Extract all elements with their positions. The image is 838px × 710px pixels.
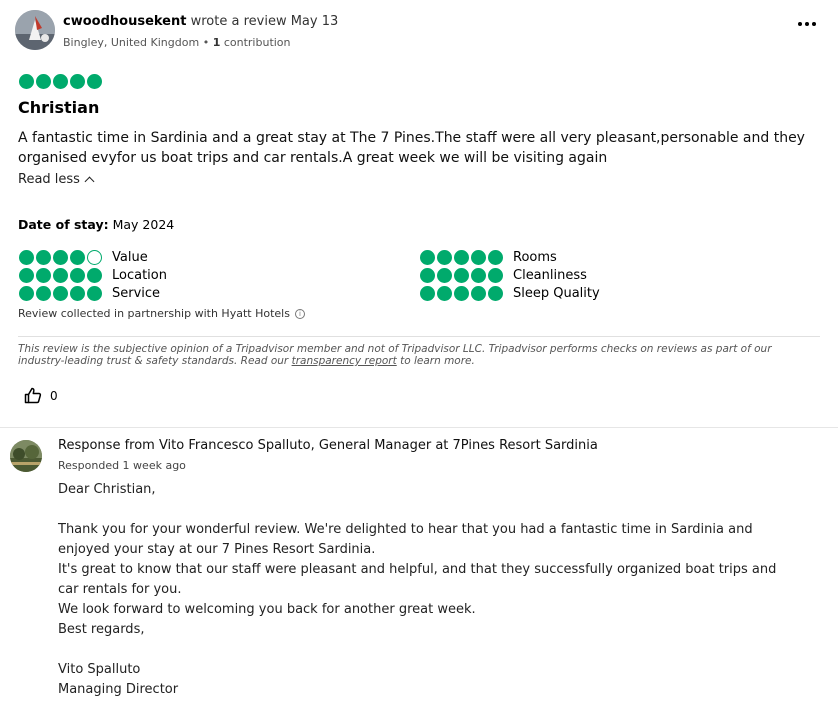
overall-rating-bubbles xyxy=(19,74,102,89)
contribution-label: contribution xyxy=(223,36,291,49)
sub-rating-bubbles xyxy=(19,250,102,265)
filled-bubble xyxy=(70,250,85,265)
sub-rating-location xyxy=(19,266,167,284)
sub-rating-sleep-quality xyxy=(420,284,600,302)
sub-rating-name: Rooms xyxy=(513,249,557,265)
sub-rating-rooms xyxy=(420,248,600,266)
response-line: Vito Spalluto xyxy=(58,662,141,677)
filled-bubble xyxy=(488,268,503,283)
filled-bubble xyxy=(420,286,435,301)
review-author-line xyxy=(63,14,338,29)
response-time: Responded 1 week ago xyxy=(58,459,186,472)
filled-bubble xyxy=(19,268,34,283)
review-disclaimer xyxy=(18,343,818,367)
divider xyxy=(18,336,820,337)
disclaimer-text-end: to learn more. xyxy=(396,355,475,367)
filled-bubble xyxy=(87,74,102,89)
chevron-up-icon xyxy=(85,177,95,187)
filled-bubble xyxy=(437,250,452,265)
reviewer-location: Bingley, United Kingdom xyxy=(63,36,200,49)
filled-bubble xyxy=(53,268,68,283)
filled-bubble xyxy=(471,250,486,265)
review-body: A fantastic time in Sardinia and a great stay at The 7 Pines.The staff were all very pleasant,personable and they organised evyfor us boat trips and car rentals.A great week we will be visiting again xyxy=(18,130,805,166)
date-of-stay-value: May 2024 xyxy=(112,217,175,232)
sub-ratings-left xyxy=(19,248,167,302)
sub-rating-value xyxy=(19,248,167,266)
meta-separator: • xyxy=(202,36,210,49)
sub-rating-name: Service xyxy=(112,285,161,301)
filled-bubble xyxy=(36,286,51,301)
filled-bubble xyxy=(87,268,102,283)
sub-rating-name: Cleanliness xyxy=(513,267,587,283)
info-icon[interactable]: i xyxy=(295,309,305,319)
date-of-stay-label: Date of stay: xyxy=(18,217,109,232)
sub-rating-bubbles xyxy=(420,268,503,283)
filled-bubble xyxy=(19,250,34,265)
response-body xyxy=(58,480,798,700)
thumbs-up-icon xyxy=(24,387,42,404)
more-horizontal-icon xyxy=(798,22,802,26)
empty-bubble xyxy=(87,250,102,265)
helpful-vote-button[interactable] xyxy=(24,387,58,404)
filled-bubble xyxy=(36,268,51,283)
filled-bubble xyxy=(454,268,469,283)
reviewer-meta xyxy=(63,36,291,49)
sub-rating-name: Value xyxy=(112,249,148,265)
transparency-report-link[interactable]: transparency report xyxy=(291,355,397,367)
partnership-note xyxy=(18,307,305,320)
response-line: It's great to know that our staff were pleasant and helpful, and that they successfully organized boat trips and car rentals for you. xyxy=(58,562,777,597)
helpful-count: 0 xyxy=(50,388,58,403)
response-line: Managing Director xyxy=(58,682,179,697)
filled-bubble xyxy=(454,286,469,301)
review-title[interactable]: Christian xyxy=(18,98,100,117)
filled-bubble xyxy=(53,74,68,89)
sub-ratings-right xyxy=(420,248,600,302)
response-line: We look forward to welcoming you back for another great week. xyxy=(58,602,476,617)
filled-bubble xyxy=(70,286,85,301)
filled-bubble xyxy=(454,250,469,265)
user-avatar[interactable] xyxy=(15,10,55,50)
filled-bubble xyxy=(19,286,34,301)
filled-bubble xyxy=(36,250,51,265)
more-dot xyxy=(812,22,816,26)
sub-rating-cleanliness xyxy=(420,266,600,284)
sub-rating-bubbles xyxy=(420,286,503,301)
read-less-button[interactable] xyxy=(18,172,93,187)
filled-bubble xyxy=(87,286,102,301)
filled-bubble xyxy=(420,250,435,265)
contribution-count: 1 xyxy=(212,36,221,49)
filled-bubble xyxy=(471,268,486,283)
response-title: Response from Vito Francesco Spalluto, General Manager at 7Pines Resort Sardinia xyxy=(58,438,598,453)
sub-rating-bubbles xyxy=(19,268,102,283)
filled-bubble xyxy=(19,74,34,89)
review-header xyxy=(15,10,823,50)
more-dot xyxy=(805,22,809,26)
sub-rating-bubbles xyxy=(19,286,102,301)
date-of-stay xyxy=(18,217,174,232)
filled-bubble xyxy=(53,250,68,265)
response-line xyxy=(58,640,798,660)
sub-rating-name: Location xyxy=(112,267,167,283)
filled-bubble xyxy=(488,286,503,301)
more-options-button[interactable] xyxy=(795,14,819,34)
response-line: Dear Christian, xyxy=(58,482,156,497)
filled-bubble xyxy=(437,286,452,301)
filled-bubble xyxy=(488,250,503,265)
responder-avatar xyxy=(10,440,42,472)
filled-bubble xyxy=(53,286,68,301)
review-action: wrote a review May 13 xyxy=(190,14,339,29)
section-divider xyxy=(0,427,838,428)
disclaimer-text: This review is the subjective opinion of a Tripadvisor member and not of Tripadvisor LLC. Tripadvisor performs checks on reviews as part of our industry-leading trust & safety standards. Read our xyxy=(18,343,772,367)
filled-bubble xyxy=(437,268,452,283)
read-less-label: Read less xyxy=(18,172,80,187)
partnership-text: Review collected in partnership with Hyatt Hotels xyxy=(18,307,290,320)
review-username[interactable]: cwoodhousekent xyxy=(63,14,187,29)
filled-bubble xyxy=(471,286,486,301)
sub-rating-service xyxy=(19,284,167,302)
filled-bubble xyxy=(36,74,51,89)
filled-bubble xyxy=(420,268,435,283)
sub-rating-bubbles xyxy=(420,250,503,265)
response-line: Thank you for your wonderful review. We're delighted to hear that you had a fantastic time in Sardinia and enjoyed your stay at our 7 Pines Resort Sardinia. xyxy=(58,522,753,557)
response-line: Best regards, xyxy=(58,622,145,637)
filled-bubble xyxy=(70,268,85,283)
sub-rating-name: Sleep Quality xyxy=(513,285,600,301)
filled-bubble xyxy=(70,74,85,89)
response-line xyxy=(58,500,798,520)
